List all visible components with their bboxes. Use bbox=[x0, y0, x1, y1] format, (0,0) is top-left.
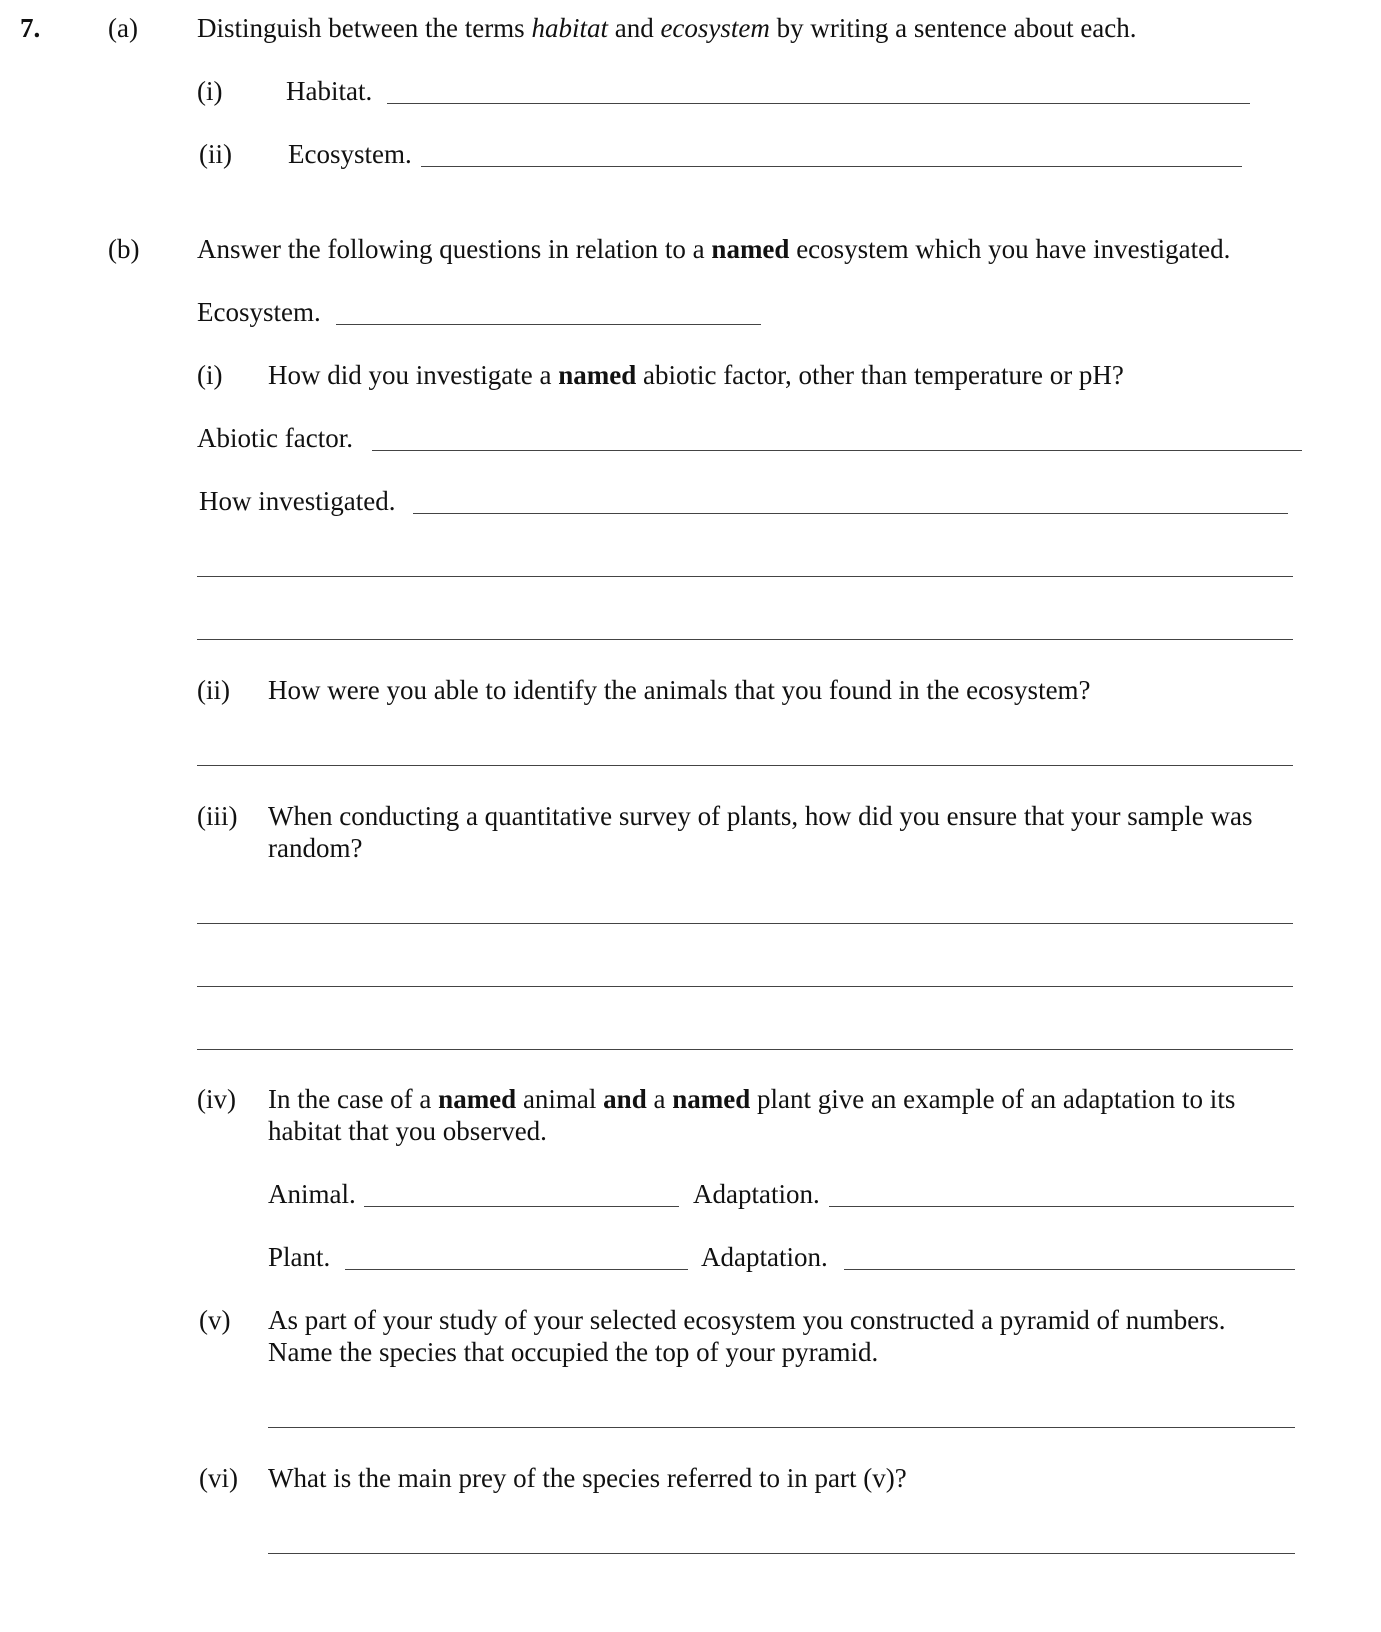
how-investigated-answer-line-3[interactable] bbox=[197, 639, 1293, 640]
b-iv-q-bold2: and bbox=[603, 1084, 647, 1114]
plant-adaptation-answer-line[interactable] bbox=[844, 1269, 1295, 1270]
animal-adaptation-label: Adaptation. bbox=[693, 1179, 820, 1209]
how-investigated-label: How investigated. bbox=[199, 486, 396, 516]
b-i-question-post: abiotic factor, other than temperature or pH? bbox=[636, 360, 1124, 390]
b-iv-number: (iv) bbox=[197, 1084, 236, 1114]
b-i-number: (i) bbox=[197, 360, 223, 390]
part-b-label: (b) bbox=[108, 234, 140, 264]
a-ii-number: (ii) bbox=[199, 139, 232, 169]
question-number: 7. bbox=[20, 13, 41, 43]
habitat-answer-line[interactable] bbox=[387, 103, 1250, 104]
b-vi-question: What is the main prey of the species referred to in part (v)? bbox=[268, 1463, 907, 1493]
part-b-prompt-pre: Answer the following questions in relation to a bbox=[197, 234, 712, 264]
b-vi-number: (vi) bbox=[199, 1463, 238, 1493]
plant-answer-line[interactable] bbox=[345, 1269, 688, 1270]
animal-adaptation-answer-line[interactable] bbox=[829, 1206, 1294, 1207]
b-iv-q-part2: animal bbox=[516, 1084, 604, 1114]
b-iv-question bbox=[268, 1083, 1268, 1147]
term-ecosystem: ecosystem bbox=[660, 13, 770, 43]
ecosystem-definition-label: Ecosystem. bbox=[288, 139, 412, 169]
part-b-prompt-post: ecosystem which you have investigated. bbox=[789, 234, 1231, 264]
animal-answer-line[interactable] bbox=[364, 1206, 679, 1207]
b-iv-q-part1: In the case of a bbox=[268, 1084, 439, 1114]
a-i-number: (i) bbox=[197, 76, 223, 106]
random-sample-answer-line-3[interactable] bbox=[197, 1049, 1293, 1050]
ecosystem-definition-answer-line[interactable] bbox=[421, 166, 1242, 167]
abiotic-factor-label: Abiotic factor. bbox=[197, 423, 353, 453]
pyramid-top-species-answer-line[interactable] bbox=[268, 1427, 1295, 1428]
part-a-label: (a) bbox=[108, 13, 138, 43]
plant-label: Plant. bbox=[268, 1242, 331, 1272]
abiotic-factor-answer-line[interactable] bbox=[372, 450, 1302, 451]
part-a-prompt bbox=[197, 12, 1137, 44]
plant-adaptation-label: Adaptation. bbox=[701, 1242, 828, 1272]
random-sample-answer-line-2[interactable] bbox=[197, 986, 1293, 987]
b-iii-question: When conducting a quantitative survey of plants, how did you ensure that your sample was random? bbox=[268, 801, 1253, 863]
how-investigated-answer-line-1[interactable] bbox=[413, 513, 1288, 514]
main-prey-answer-line[interactable] bbox=[268, 1553, 1295, 1554]
part-a-prompt-pre: Distinguish between the terms bbox=[197, 13, 532, 43]
part-a-prompt-mid: and bbox=[607, 13, 661, 43]
b-iv-q-part4: plant give an example of an adaptation to its habitat that you observed. bbox=[268, 1084, 1236, 1146]
b-iv-q-bold1: named bbox=[438, 1084, 517, 1114]
named-ecosystem-answer-line[interactable] bbox=[336, 324, 761, 325]
b-v-question: As part of your study of your selected ecosystem you constructed a pyramid of numbers. Name the species that occupied the top of your pyramid. bbox=[268, 1305, 1226, 1367]
how-investigated-answer-line-2[interactable] bbox=[197, 576, 1293, 577]
habitat-label: Habitat. bbox=[286, 76, 373, 106]
random-sample-answer-line-1[interactable] bbox=[197, 923, 1293, 924]
b-iii-number: (iii) bbox=[197, 801, 238, 831]
b-iv-q-bold3: named bbox=[672, 1084, 751, 1114]
part-b-prompt-bold: named bbox=[711, 234, 790, 264]
b-i-question bbox=[268, 359, 1124, 391]
part-b-prompt bbox=[197, 233, 1230, 265]
b-i-question-bold: named bbox=[558, 360, 637, 390]
b-iv-q-part3: a bbox=[646, 1084, 673, 1114]
b-ii-number: (ii) bbox=[197, 675, 230, 705]
part-a-prompt-post: by writing a sentence about each. bbox=[769, 13, 1137, 43]
identify-animals-answer-line[interactable] bbox=[197, 765, 1293, 766]
animal-label: Animal. bbox=[268, 1179, 356, 1209]
b-ii-question: How were you able to identify the animals that you found in the ecosystem? bbox=[268, 675, 1091, 705]
term-habitat: habitat bbox=[531, 13, 608, 43]
b-v-number: (v) bbox=[199, 1305, 231, 1335]
named-ecosystem-label: Ecosystem. bbox=[197, 297, 321, 327]
b-i-question-pre: How did you investigate a bbox=[268, 360, 559, 390]
